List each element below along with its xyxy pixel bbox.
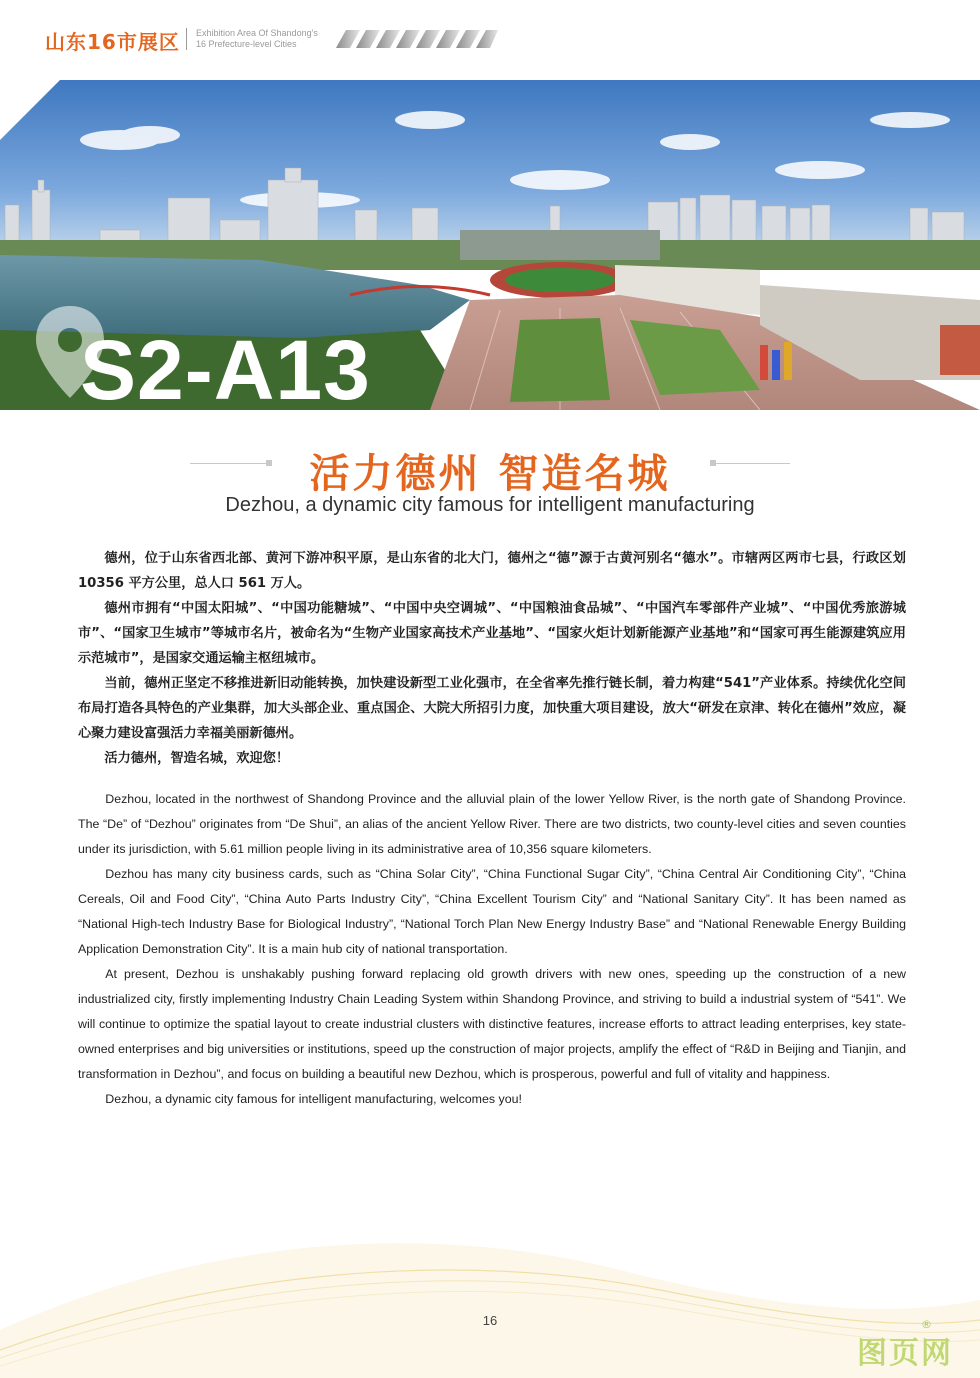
- page-header: [0, 0, 980, 80]
- watermark-registered-mark: ®: [921, 1318, 932, 1331]
- section-brand-english: [196, 28, 318, 50]
- chinese-body-text: [78, 546, 906, 771]
- title-deco-line-right: [710, 463, 790, 464]
- zh-paragraph: 当前，德州正坚定不移推进新旧动能转换，加快建设新型工业化强市，在全省率先推行链长制，着力构建“541”产业体系。持续优化空间布局打造各具特色的产业集群，加大头部企业、重点国企、大院大所招引力度，加快重大项目建设，放大“研发在京津、转化在德州”效应，凝心聚力建设富强活力幸福美丽新德州。: [78, 676, 906, 741]
- watermark-logo: 图页网: [857, 1336, 953, 1371]
- section-brand: 山东16市展区: [45, 30, 180, 54]
- page-number: 16: [482, 1313, 498, 1328]
- en-paragraph: Dezhou, located in the northwest of Shandong Province and the alluvial plain of the lower Yellow River, is the north gate of Shandong Province. The “De” of “Dezhou” originates from “De Shui”, an alias of the ancient Yellow River. There are two districts, two county-level cities and seven counties under its jurisdiction, with 5.61 million people living in its administrative area of 10,356 square kilometers.: [78, 792, 906, 856]
- city-panorama-photo: [0, 80, 980, 410]
- zh-paragraph: 德州，位于山东省西北部、黄河下游冲积平原，是山东省的北大门，德州之“德”源于古黄河别名“德水”。市辖两区两市七县，行政区划 10356 平方公里，总人口 561 万人。: [78, 551, 906, 591]
- booth-code: S2-A13: [80, 328, 371, 410]
- footer-wave-decoration: [0, 1180, 980, 1378]
- english-body-text: [78, 787, 906, 1112]
- en-paragraph: At present, Dezhou is unshakably pushing forward replacing old growth drivers with new ones, speeding up the construction of a new industrialized city, firstly implementing Industry Chain Leading System within Shandong Province, and striving to build a industrial system of “541”. We will continue to optimize the spatial layout to create industrial clusters with distinctive features, increase efforts to attract leading enterprises, key state-owned enterprises and big universities or institutions, speed up the construction of major projects, amplify the effect of “R&D in Beijing and Tianjin, and transformation in Dezhou”, and focus on building a beautiful new Dezhou, which is prosperous, powerful and full of vitality and happiness.: [78, 967, 906, 1081]
- header-stripes-decoration: [336, 30, 498, 48]
- zh-paragraph: 德州市拥有“中国太阳城”、“中国功能糖城”、“中国中央空调城”、“中国粮油食品城”、“中国汽车零部件产业城”、“中国优秀旅游城市”、“国家卫生城市”等城市名片，被命名为“生物产业国家高技术产业基地”、“国家火炬计划新能源产业基地”和“国家可再生能源建筑应用示范城市”，是国家交通运输主枢纽城市。: [78, 601, 906, 666]
- en-paragraph: Dezhou has many city business cards, such as “China Solar City”, “China Functional Sugar City”, “China Central Air Conditioning City”, “China Cereals, Oil and Food City”, “China Auto Parts Industry City”, “China Excellent Tourism City” and “National Sanitary City”. It has been named as “National High-tech Industry Base for Biological Industry”, “National Torch Plan New Energy Industry Base” and “National Renewable Energy Building Application Demonstration City”. It is a main hub city of national transportation.: [78, 867, 906, 956]
- page-title-chinese: 活力德州 智造名城: [309, 451, 671, 497]
- brand-en-line1: Exhibition Area Of Shandong’s: [196, 28, 318, 38]
- brand-divider: [186, 28, 187, 50]
- en-paragraph: Dezhou, a dynamic city famous for intelligent manufacturing, welcomes you!: [105, 1092, 522, 1106]
- brand-en-line2: 16 Prefecture-level Cities: [196, 39, 297, 49]
- page-title-english: Dezhou, a dynamic city famous for intelligent manufacturing: [225, 494, 755, 516]
- zh-paragraph: 活力德州，智造名城，欢迎您！: [104, 751, 290, 766]
